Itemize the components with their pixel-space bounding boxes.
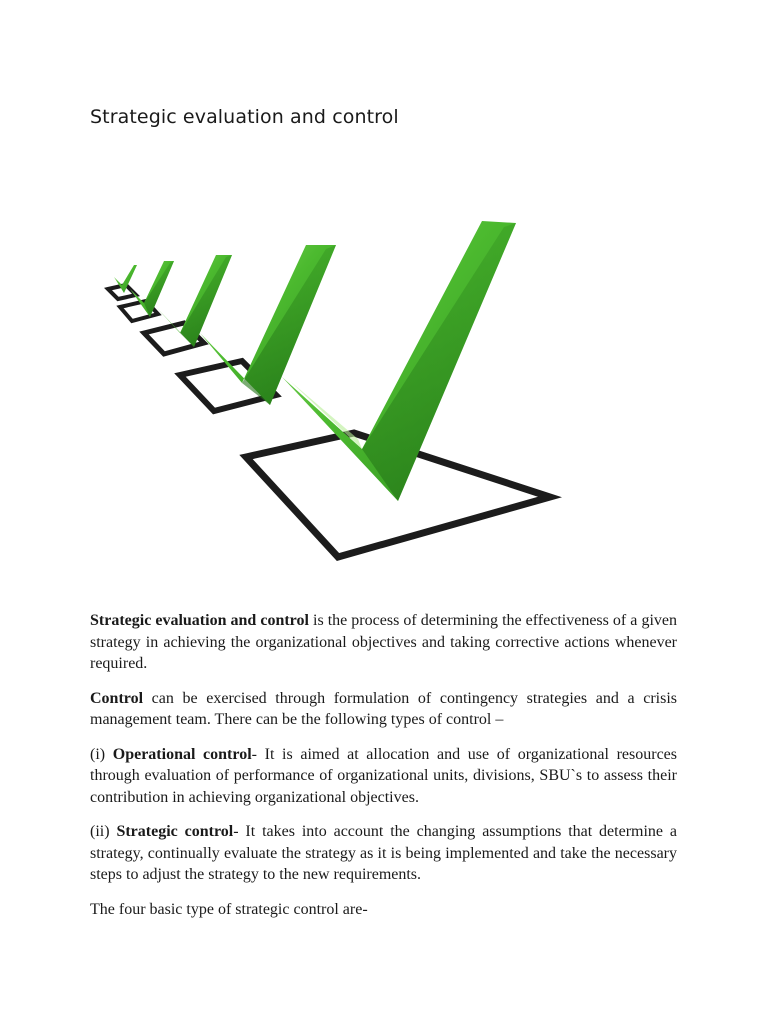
- document-body: [90, 610, 677, 933]
- paragraph-four-types: [90, 899, 677, 921]
- checkmark-2: [130, 261, 174, 317]
- paragraph-definition: [90, 610, 677, 675]
- paragraph-text: The four basic type of strategic control are-: [90, 900, 368, 918]
- paragraph-control: [90, 688, 677, 731]
- paragraph-text: is the process of determining the effectiveness of a given strategy in achieving the organizational objectives and taking corrective actions whenever required.: [90, 612, 677, 672]
- paragraph-strategic-control: [90, 821, 677, 886]
- paragraph-text: - It is aimed at allocation and use of organizational resources through evaluation of performance of organizational units, divisions, SBU`s to assess their contribution in achieving organizational objectives.: [90, 745, 677, 806]
- paragraph-prefix: (i): [90, 745, 113, 763]
- paragraph-text: - It takes into account the changing assumptions that determine a strategy, continually evaluate the strategy as it is being implemented and take the necessary steps to adjust the strategy to the new requirements.: [90, 823, 678, 883]
- checklist-checkmarks-icon: [100, 215, 570, 570]
- page-title: Strategic evaluation and control: [90, 106, 399, 128]
- checklist-illustration: [100, 215, 570, 570]
- paragraph-prefix: (ii): [90, 823, 117, 840]
- paragraph-lead: Operational control: [112, 745, 252, 763]
- paragraph-text: can be exercised through formulation of contingency strategies and a crisis management team. There can be the following types of control –: [90, 689, 677, 728]
- paragraph-lead: Strategic evaluation and control: [90, 612, 309, 629]
- paragraph-lead: Control: [90, 689, 144, 707]
- paragraph-operational-control: [90, 744, 677, 809]
- paragraph-lead: Strategic control: [116, 823, 234, 840]
